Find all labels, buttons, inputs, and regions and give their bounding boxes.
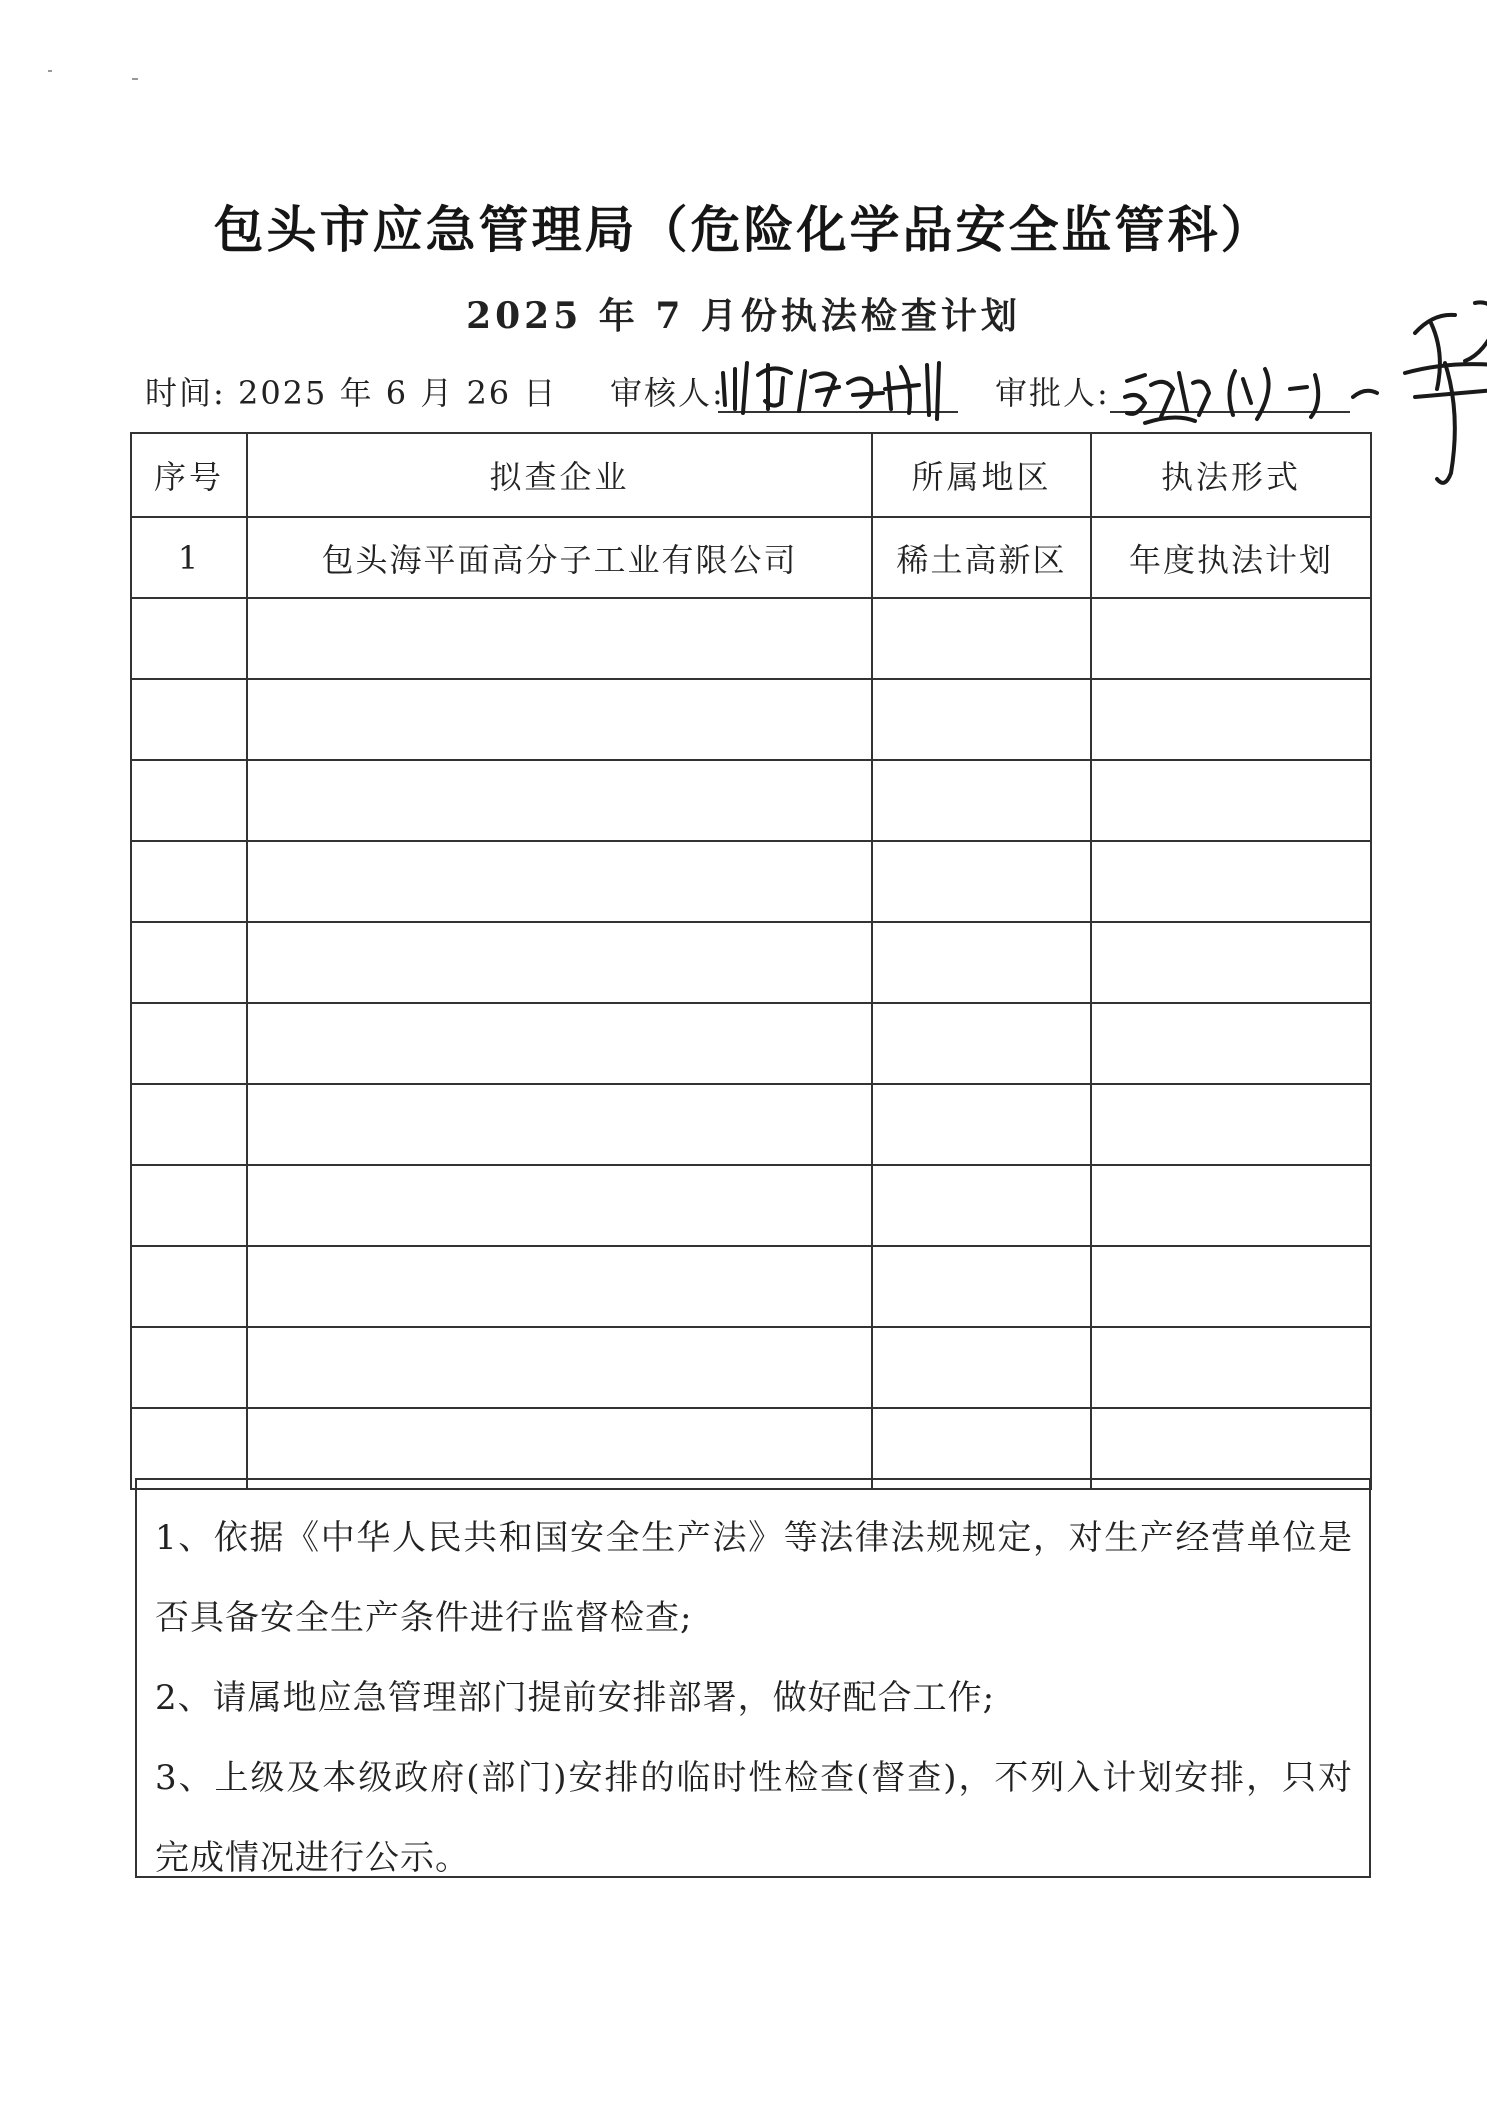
date-label: 时间: 2025 年 6 月 26 日	[145, 374, 558, 412]
meta-row	[145, 368, 1425, 418]
empty-cell	[1091, 1003, 1371, 1084]
empty-cell	[1091, 1246, 1371, 1327]
column-header-company: 拟查企业	[247, 433, 872, 517]
empty-cell	[872, 598, 1091, 679]
table-row-empty	[131, 1084, 1371, 1165]
empty-cell	[1091, 1327, 1371, 1408]
empty-cell	[872, 922, 1091, 1003]
empty-cell	[872, 679, 1091, 760]
empty-cell	[131, 598, 247, 679]
inspection-plan-table	[130, 432, 1372, 1490]
scan-speck	[48, 70, 52, 72]
empty-cell	[247, 841, 872, 922]
empty-cell	[1091, 1165, 1371, 1246]
reviewer-signature	[713, 343, 973, 423]
empty-cell	[872, 1408, 1091, 1489]
reviewer-label: 审核人:	[610, 374, 725, 412]
empty-cell	[131, 841, 247, 922]
empty-cell	[131, 760, 247, 841]
row-index: 1	[131, 517, 247, 598]
empty-cell	[131, 679, 247, 760]
table-row-empty	[131, 760, 1371, 841]
empty-cell	[247, 1084, 872, 1165]
empty-cell	[131, 1165, 247, 1246]
empty-cell	[131, 1084, 247, 1165]
row-region: 稀土高新区	[872, 517, 1091, 598]
table-row	[131, 517, 1371, 598]
table-row-empty	[131, 841, 1371, 922]
note-item: 1、依据《中华人民共和国安全生产法》等法律法规规定，对生产经营单位是否具备安全生产条件进行监督检查;	[155, 1518, 1353, 1638]
table-row-empty	[131, 922, 1371, 1003]
note-item: 2、请属地应急管理部门提前安排部署，做好配合工作;	[155, 1678, 996, 1718]
approver-label: 审批人:	[995, 374, 1110, 412]
table-row-empty	[131, 1408, 1371, 1489]
empty-cell	[872, 1084, 1091, 1165]
row-form: 年度执法计划	[1091, 517, 1371, 598]
empty-cell	[1091, 598, 1371, 679]
empty-cell	[131, 922, 247, 1003]
empty-cell	[247, 1165, 872, 1246]
empty-cell	[872, 1327, 1091, 1408]
empty-cell	[1091, 760, 1371, 841]
empty-cell	[247, 760, 872, 841]
empty-cell	[247, 1327, 872, 1408]
empty-cell	[872, 1003, 1091, 1084]
empty-cell	[1091, 1084, 1371, 1165]
table-row-empty	[131, 679, 1371, 760]
page-title: 包头市应急管理局（危险化学品安全监管科）	[213, 201, 1274, 259]
empty-cell	[1091, 922, 1371, 1003]
empty-cell	[247, 679, 872, 760]
table-row-empty	[131, 598, 1371, 679]
page-subtitle: 2025 年 7 月份执法检查计划	[466, 295, 1021, 337]
column-header-region: 所属地区	[872, 433, 1091, 517]
column-header-form: 执法形式	[1091, 433, 1371, 517]
empty-cell	[247, 1003, 872, 1084]
empty-cell	[247, 1246, 872, 1327]
empty-cell	[872, 841, 1091, 922]
empty-cell	[131, 1408, 247, 1489]
table-header-row	[131, 433, 1371, 517]
scan-speck	[132, 78, 138, 80]
note-item: 3、上级及本级政府(部门)安排的临时性检查(督查)，不列入计划安排，只对完成情况进行公示。	[155, 1758, 1353, 1878]
empty-cell	[1091, 679, 1371, 760]
table-row-empty	[131, 1003, 1371, 1084]
empty-cell	[247, 1408, 872, 1489]
table-row-empty	[131, 1246, 1371, 1327]
empty-cell	[872, 1165, 1091, 1246]
empty-cell	[872, 760, 1091, 841]
empty-cell	[1091, 1408, 1371, 1489]
empty-cell	[131, 1327, 247, 1408]
empty-cell	[247, 922, 872, 1003]
empty-cell	[131, 1003, 247, 1084]
column-header-index: 序号	[131, 433, 247, 517]
row-company: 包头海平面高分子工业有限公司	[247, 517, 872, 598]
table-row-empty	[131, 1165, 1371, 1246]
empty-cell	[1091, 841, 1371, 922]
notes-box	[135, 1478, 1371, 1878]
table-row-empty	[131, 1327, 1371, 1408]
empty-cell	[872, 1246, 1091, 1327]
empty-cell	[131, 1246, 247, 1327]
empty-cell	[247, 598, 872, 679]
